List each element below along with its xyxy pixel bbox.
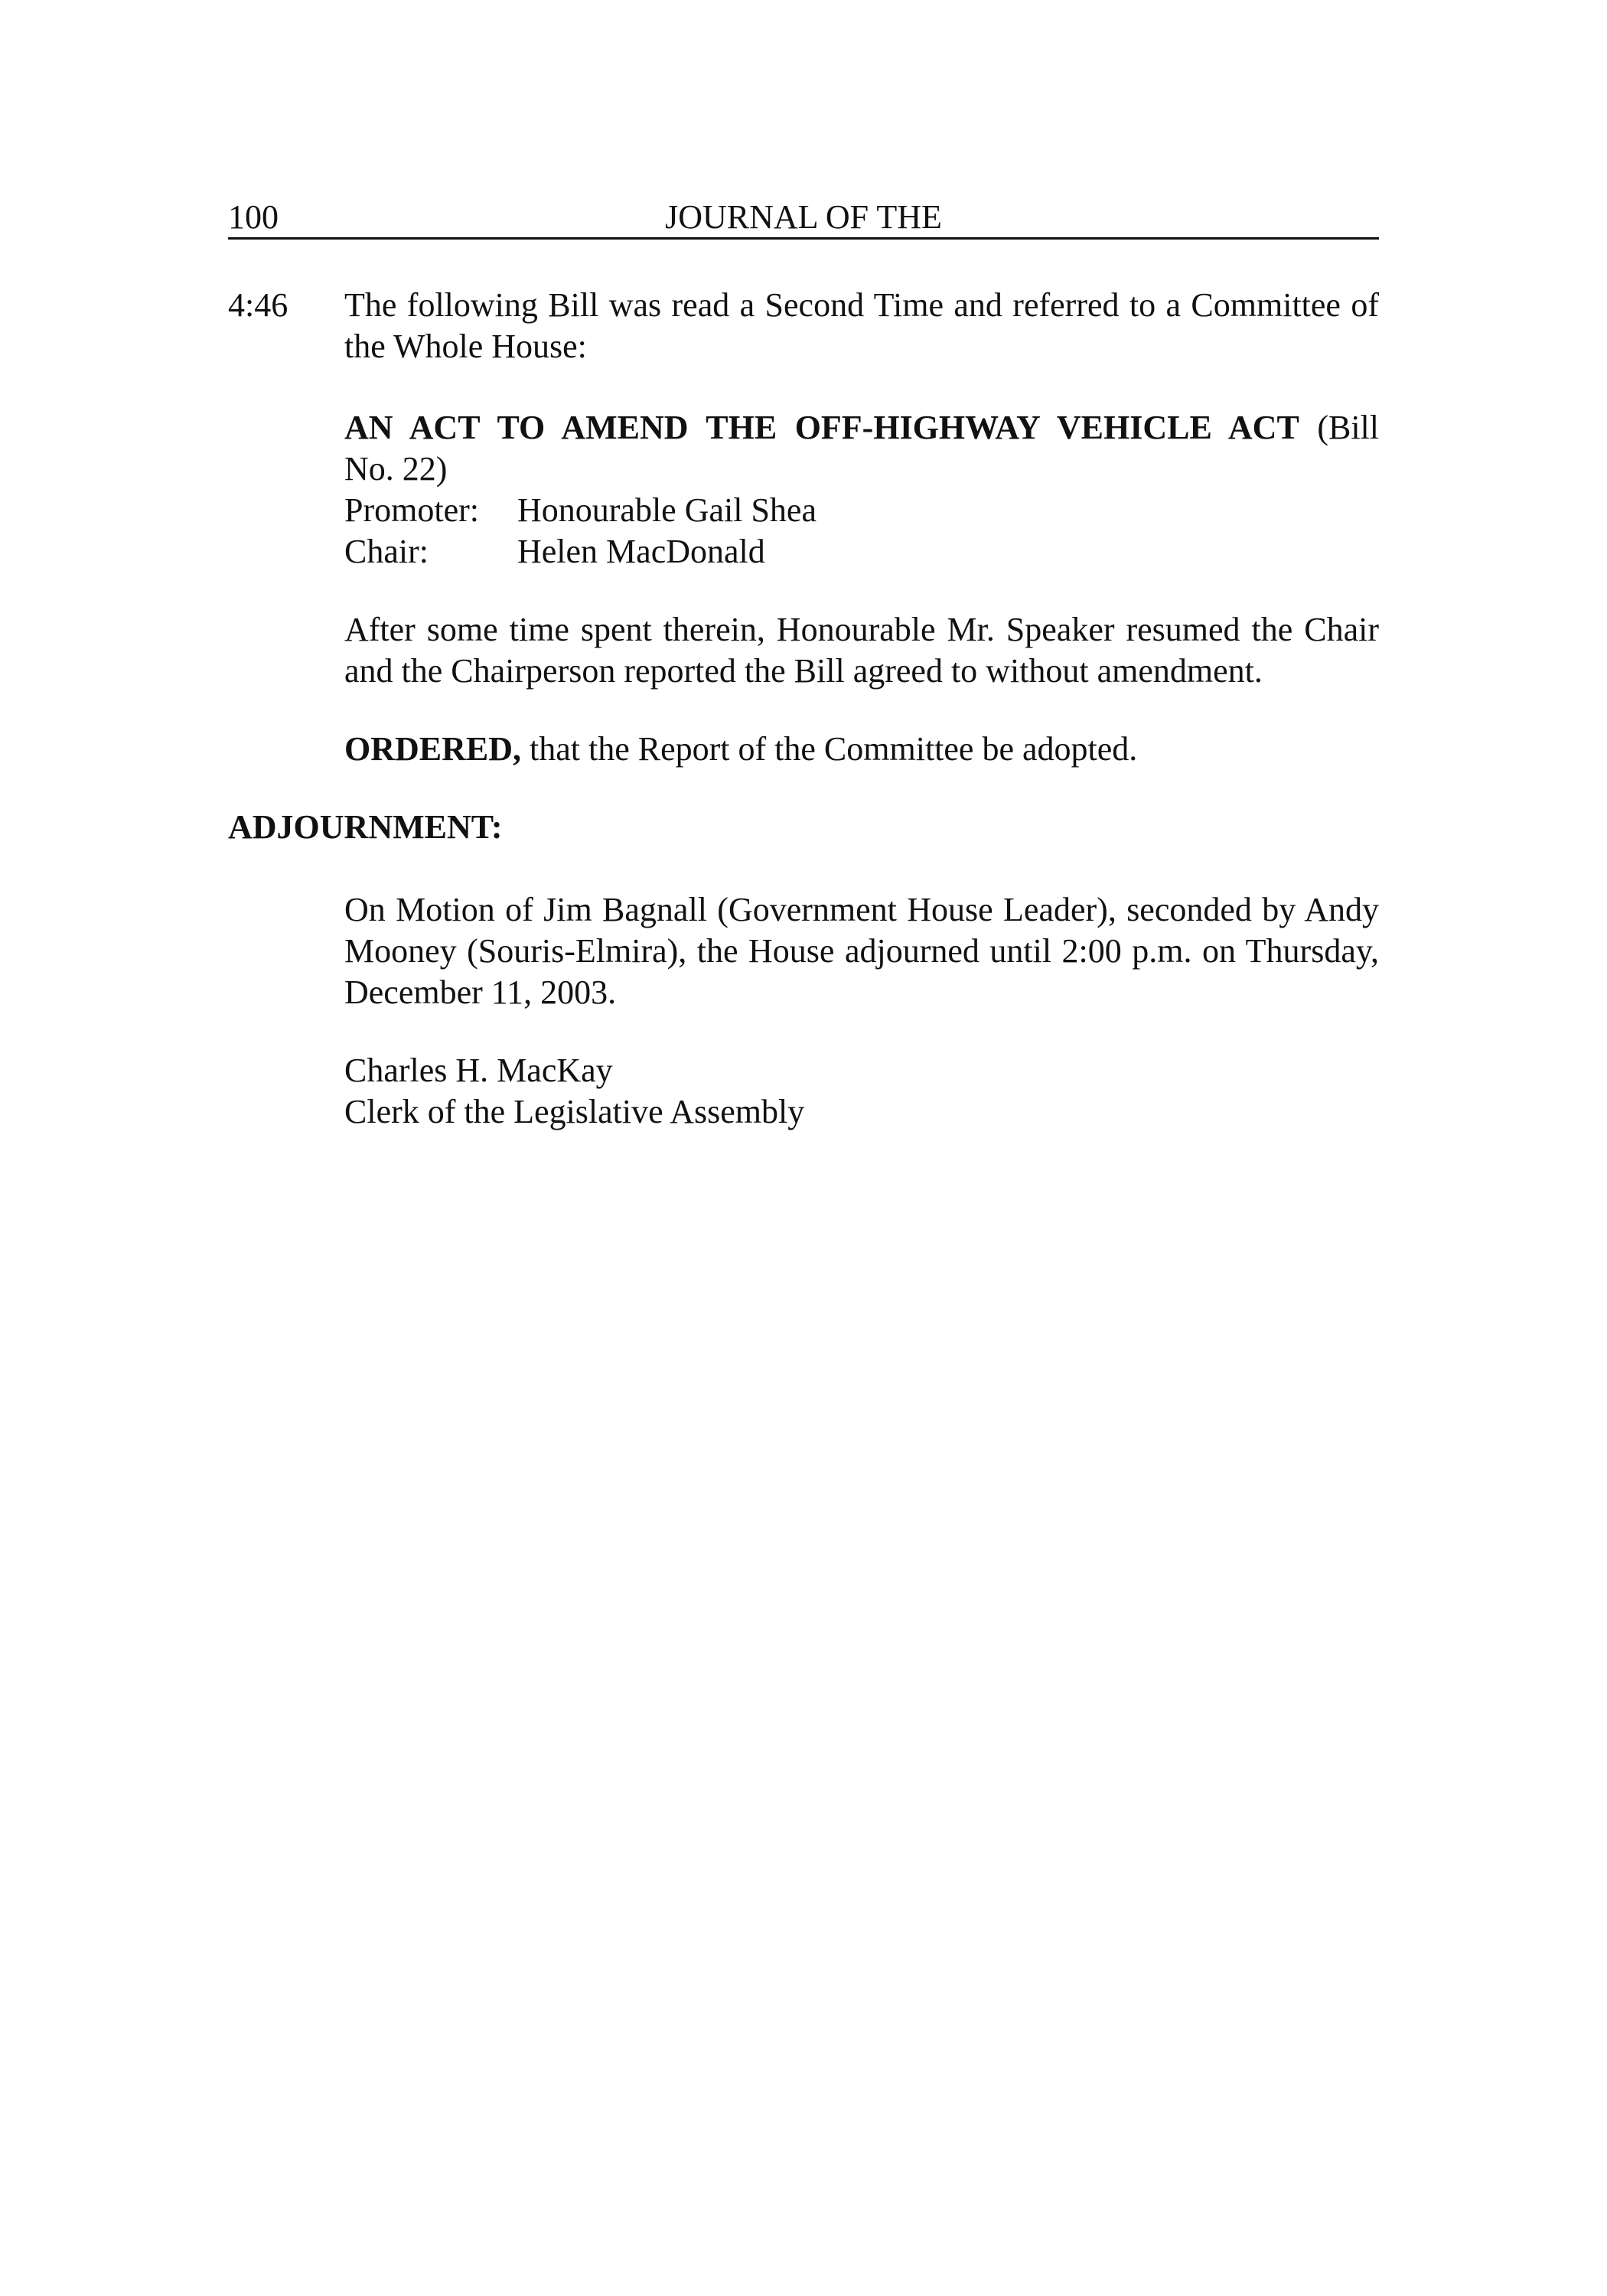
bill-title-line [344, 407, 1379, 448]
chair-row [344, 531, 1379, 572]
chair-label: Chair: [344, 533, 429, 570]
running-title: JOURNAL OF THE [665, 198, 942, 236]
journal-entry [228, 285, 1379, 367]
page-header [228, 197, 1379, 240]
chair-value: Helen MacDonald [517, 533, 765, 570]
adjournment-heading: ADJOURNMENT: [228, 808, 503, 846]
signature-name: Charles H. MacKay [344, 1052, 613, 1089]
ordered-text: that the Report of the Committee be adopted. [530, 730, 1138, 768]
page-number: 100 [228, 198, 279, 236]
ordered-line [344, 729, 1379, 770]
entry-text: The following Bill was read a Second Time and referred to a Committee of the Whole House: [344, 286, 1379, 365]
bill-number: No. 22) [344, 450, 448, 488]
entry-time: 4:46 [228, 286, 288, 324]
adjournment-text: On Motion of Jim Bagnall (Government House Leader), seconded by Andy Mooney (Souris-Elmira), the House adjourned until 2:00 p.m. on Thursday, December 11, 2003. [344, 891, 1379, 1011]
bill-title: AN ACT TO AMEND THE OFF-HIGHWAY VEHICLE ACT [344, 409, 1299, 446]
committee-report [344, 609, 1379, 692]
promoter-value: Honourable Gail Shea [517, 491, 817, 529]
signature-block [344, 1050, 1379, 1133]
promoter-row [344, 490, 1379, 531]
committee-report-text: After some time spent therein, Honourable Mr. Speaker resumed the Chair and the Chairperson reported the Bill agreed to without amendment. [344, 611, 1379, 690]
signature-title: Clerk of the Legislative Assembly [344, 1093, 805, 1130]
bill-block [344, 407, 1379, 572]
ordered-label: ORDERED, [344, 730, 522, 768]
bill-title-suffix: (Bill [1317, 409, 1380, 446]
adjournment-motion [344, 889, 1379, 1013]
ordered-paragraph [344, 729, 1379, 770]
promoter-label: Promoter: [344, 491, 479, 529]
